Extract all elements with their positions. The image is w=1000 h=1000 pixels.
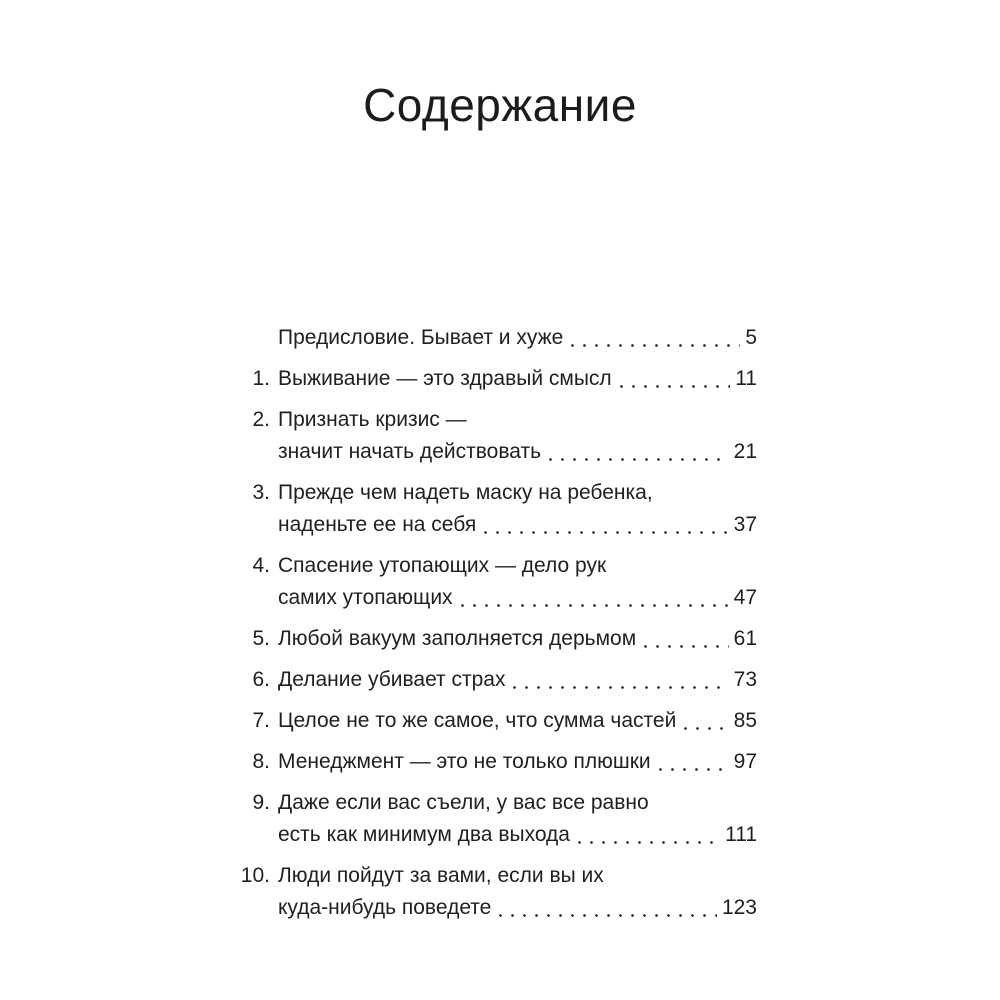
dot-leader	[644, 645, 728, 648]
toc-entry-line	[278, 477, 757, 509]
toc-entry-text	[278, 746, 757, 778]
toc-entry-text	[278, 787, 757, 851]
toc-entry	[240, 477, 757, 541]
toc-entry-title: Менеджмент — это не только плюшки	[278, 750, 651, 773]
toc-entry-line	[278, 404, 757, 436]
toc-entry-line	[278, 322, 757, 354]
toc-entry-title: Признать кризис —	[278, 408, 467, 431]
toc-page-number: 123	[721, 896, 757, 919]
toc-entry-number	[240, 322, 270, 354]
toc-page-number: 11	[735, 367, 757, 390]
toc-entry-title: Даже если вас съели, у вас все равно	[278, 791, 649, 814]
toc-entry-line	[278, 550, 757, 582]
toc-entry-text	[278, 550, 757, 614]
toc-entry-text	[278, 664, 757, 696]
toc-entry-title: значит начать действовать	[278, 440, 542, 463]
dot-leader	[461, 604, 729, 607]
toc-page-number: 5	[745, 326, 757, 349]
toc-entry-title: самих утопающих	[278, 586, 453, 609]
toc-entry-title: куда-нибудь поведете	[278, 896, 492, 919]
toc-entry	[240, 787, 757, 851]
toc-entry-text	[278, 363, 757, 395]
toc-entry-line	[278, 860, 757, 892]
toc-entry-line	[278, 436, 757, 468]
toc-entry-line	[278, 705, 757, 737]
toc-entry-title: Делание убивает страх	[278, 668, 506, 691]
toc-page-number: 37	[733, 513, 757, 536]
dot-leader	[578, 841, 720, 844]
dot-leader	[484, 531, 728, 534]
toc-entry	[240, 664, 757, 696]
toc-entry-number: 9.	[252, 791, 270, 814]
page-title: Содержание	[363, 79, 637, 131]
toc-page-number: 21	[733, 440, 757, 463]
toc-entry-text	[278, 477, 757, 541]
toc-entry-number: 6.	[252, 668, 270, 691]
toc-entry-title: Спасение утопающих — дело рук	[278, 554, 607, 577]
toc-entry-line	[278, 664, 757, 696]
toc-entry	[240, 623, 757, 655]
toc-entry-text	[278, 623, 757, 655]
toc-page-number: 97	[733, 750, 757, 773]
toc-entry-number: 8.	[252, 750, 270, 773]
dot-leader	[684, 727, 728, 730]
toc-entry-title: Люди пойдут за вами, если вы их	[278, 864, 604, 887]
toc-entry-line	[278, 623, 757, 655]
toc-page-number: 85	[733, 709, 757, 732]
toc-entry-line	[278, 892, 757, 924]
toc-entry-title: Любой вакуум заполняется дерьмом	[278, 627, 637, 650]
dot-leader	[620, 385, 731, 388]
toc-entry-text	[278, 705, 757, 737]
toc-entry-title: Предисловие. Бывает и хуже	[278, 326, 564, 349]
dot-leader	[513, 686, 728, 689]
toc-entry-text	[278, 404, 757, 468]
toc-entry	[240, 705, 757, 737]
toc-entry-title: Выживание — это здравый смысл	[278, 367, 612, 390]
toc-page-number: 61	[733, 627, 757, 650]
toc-entry-title: наденьте ее на себя	[278, 513, 477, 536]
toc-entry	[240, 860, 757, 924]
toc-entry-number: 2.	[252, 408, 270, 431]
toc-entry-line	[278, 787, 757, 819]
toc-entry-line	[278, 746, 757, 778]
toc-entry	[240, 322, 757, 354]
toc-page-number: 111	[725, 823, 757, 846]
toc-entry-title: Целое не то же самое, что сумма частей	[278, 709, 677, 732]
toc-entry-line	[278, 509, 757, 541]
toc-entry	[240, 404, 757, 468]
toc-entry-title: есть как минимум два выхода	[278, 823, 570, 846]
dot-leader	[571, 344, 740, 347]
toc-entry-number: 7.	[252, 709, 270, 732]
toc-entry-text	[278, 322, 757, 354]
dot-leader	[549, 458, 729, 461]
toc-page-number: 47	[733, 586, 757, 609]
toc-entry-number: 3.	[252, 481, 270, 504]
toc-entry-number: 4.	[252, 554, 270, 577]
toc-entry-line	[278, 819, 757, 851]
toc-entry-number: 1.	[252, 367, 270, 390]
toc-page-number: 73	[733, 668, 757, 691]
toc-entry-number: 10.	[240, 864, 270, 887]
toc-entry-number: 5.	[252, 627, 270, 650]
toc-entry-title: Прежде чем надеть маску на ребенка,	[278, 481, 653, 504]
dot-leader	[499, 914, 717, 917]
toc-entry-line	[278, 363, 757, 395]
toc-entry-line	[278, 582, 757, 614]
toc-entry	[240, 746, 757, 778]
toc-entry	[240, 363, 757, 395]
toc-entry	[240, 550, 757, 614]
toc-entry-text	[278, 860, 757, 924]
dot-leader	[659, 768, 729, 771]
toc-list	[240, 322, 757, 933]
